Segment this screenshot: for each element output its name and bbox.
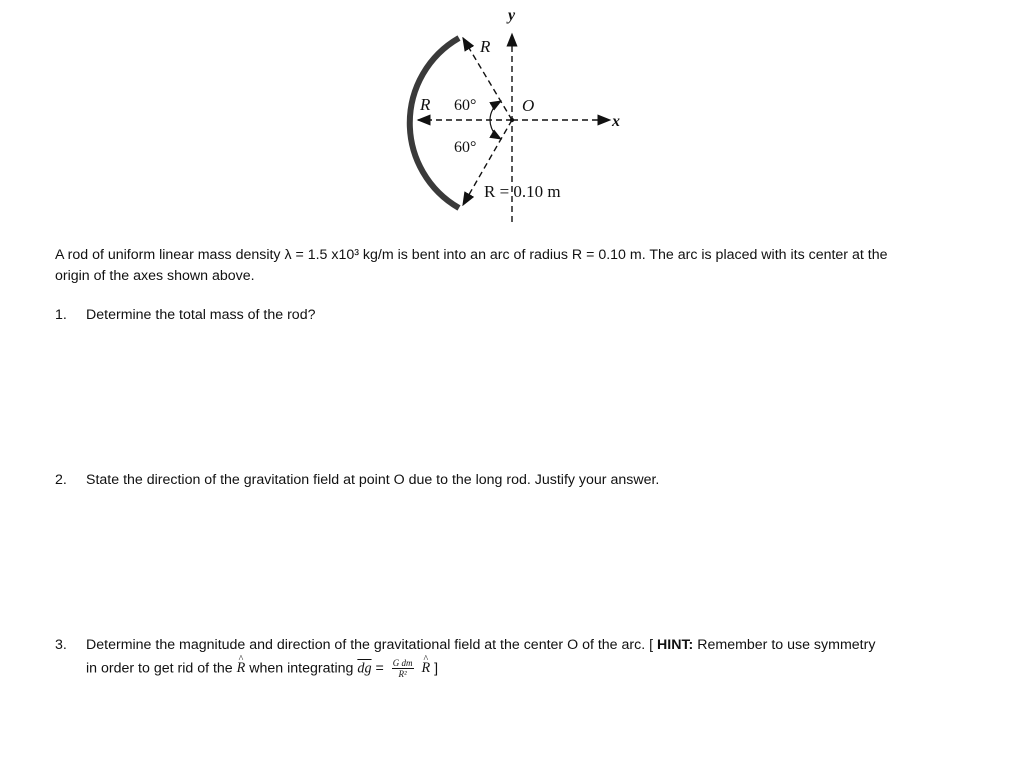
angle-arc-bottom xyxy=(490,120,501,139)
x-axis-label: x xyxy=(612,113,620,130)
r-hat-symbol: ^ R xyxy=(237,658,246,679)
arc-rod xyxy=(410,38,459,208)
r-top-label: R xyxy=(480,37,491,56)
angle-arc-top xyxy=(490,101,501,120)
dg-vector-symbol: $\overline{dg}$ xyxy=(357,660,372,677)
hint-label: HINT: xyxy=(657,637,694,653)
question-number: 1. xyxy=(55,307,67,323)
arc-diagram xyxy=(0,0,1024,240)
question-text: Determine the total mass of the rod? xyxy=(86,307,316,323)
problem-intro xyxy=(55,245,975,287)
origin-label: O xyxy=(522,96,535,115)
question-number: 3. xyxy=(55,637,67,653)
intro-line-1: A rod of uniform linear mass density λ = 1.5 x10³ kg/m is bent into an arc of radius R = 0.10 m. The arc is placed with its center at the xyxy=(55,247,888,263)
r-left-label: R xyxy=(420,95,431,114)
r-hat-symbol-2: ^ R xyxy=(421,658,430,679)
question-number: 2. xyxy=(55,472,67,488)
radius-value-label: R = 0.10 m xyxy=(484,182,561,201)
question-3-line-1: Determine the magnitude and direction of the gravitational field at the center O of the arc. [ HINT: Remember to use symmetry xyxy=(86,637,876,653)
question-3-line-2: in order to get rid of the ^ R when integrating $\overline{dg}$ = $\frac{\text{G dm}}{\text{R²}}$ ^ R ] xyxy=(86,658,976,679)
question-text xyxy=(86,635,976,679)
y-axis-label: y xyxy=(508,7,516,24)
gravity-fraction: $\frac{\text{G dm}}{\text{R²}}$ xyxy=(392,658,413,679)
question-text: State the direction of the gravitation field at point O due to the long rod. Justify your answer. xyxy=(86,472,660,488)
angle-bottom-label: 60° xyxy=(454,139,477,156)
origin-point xyxy=(510,118,514,122)
intro-line-2: origin of the axes shown above. xyxy=(55,268,255,284)
angle-top-label: 60° xyxy=(454,97,477,114)
